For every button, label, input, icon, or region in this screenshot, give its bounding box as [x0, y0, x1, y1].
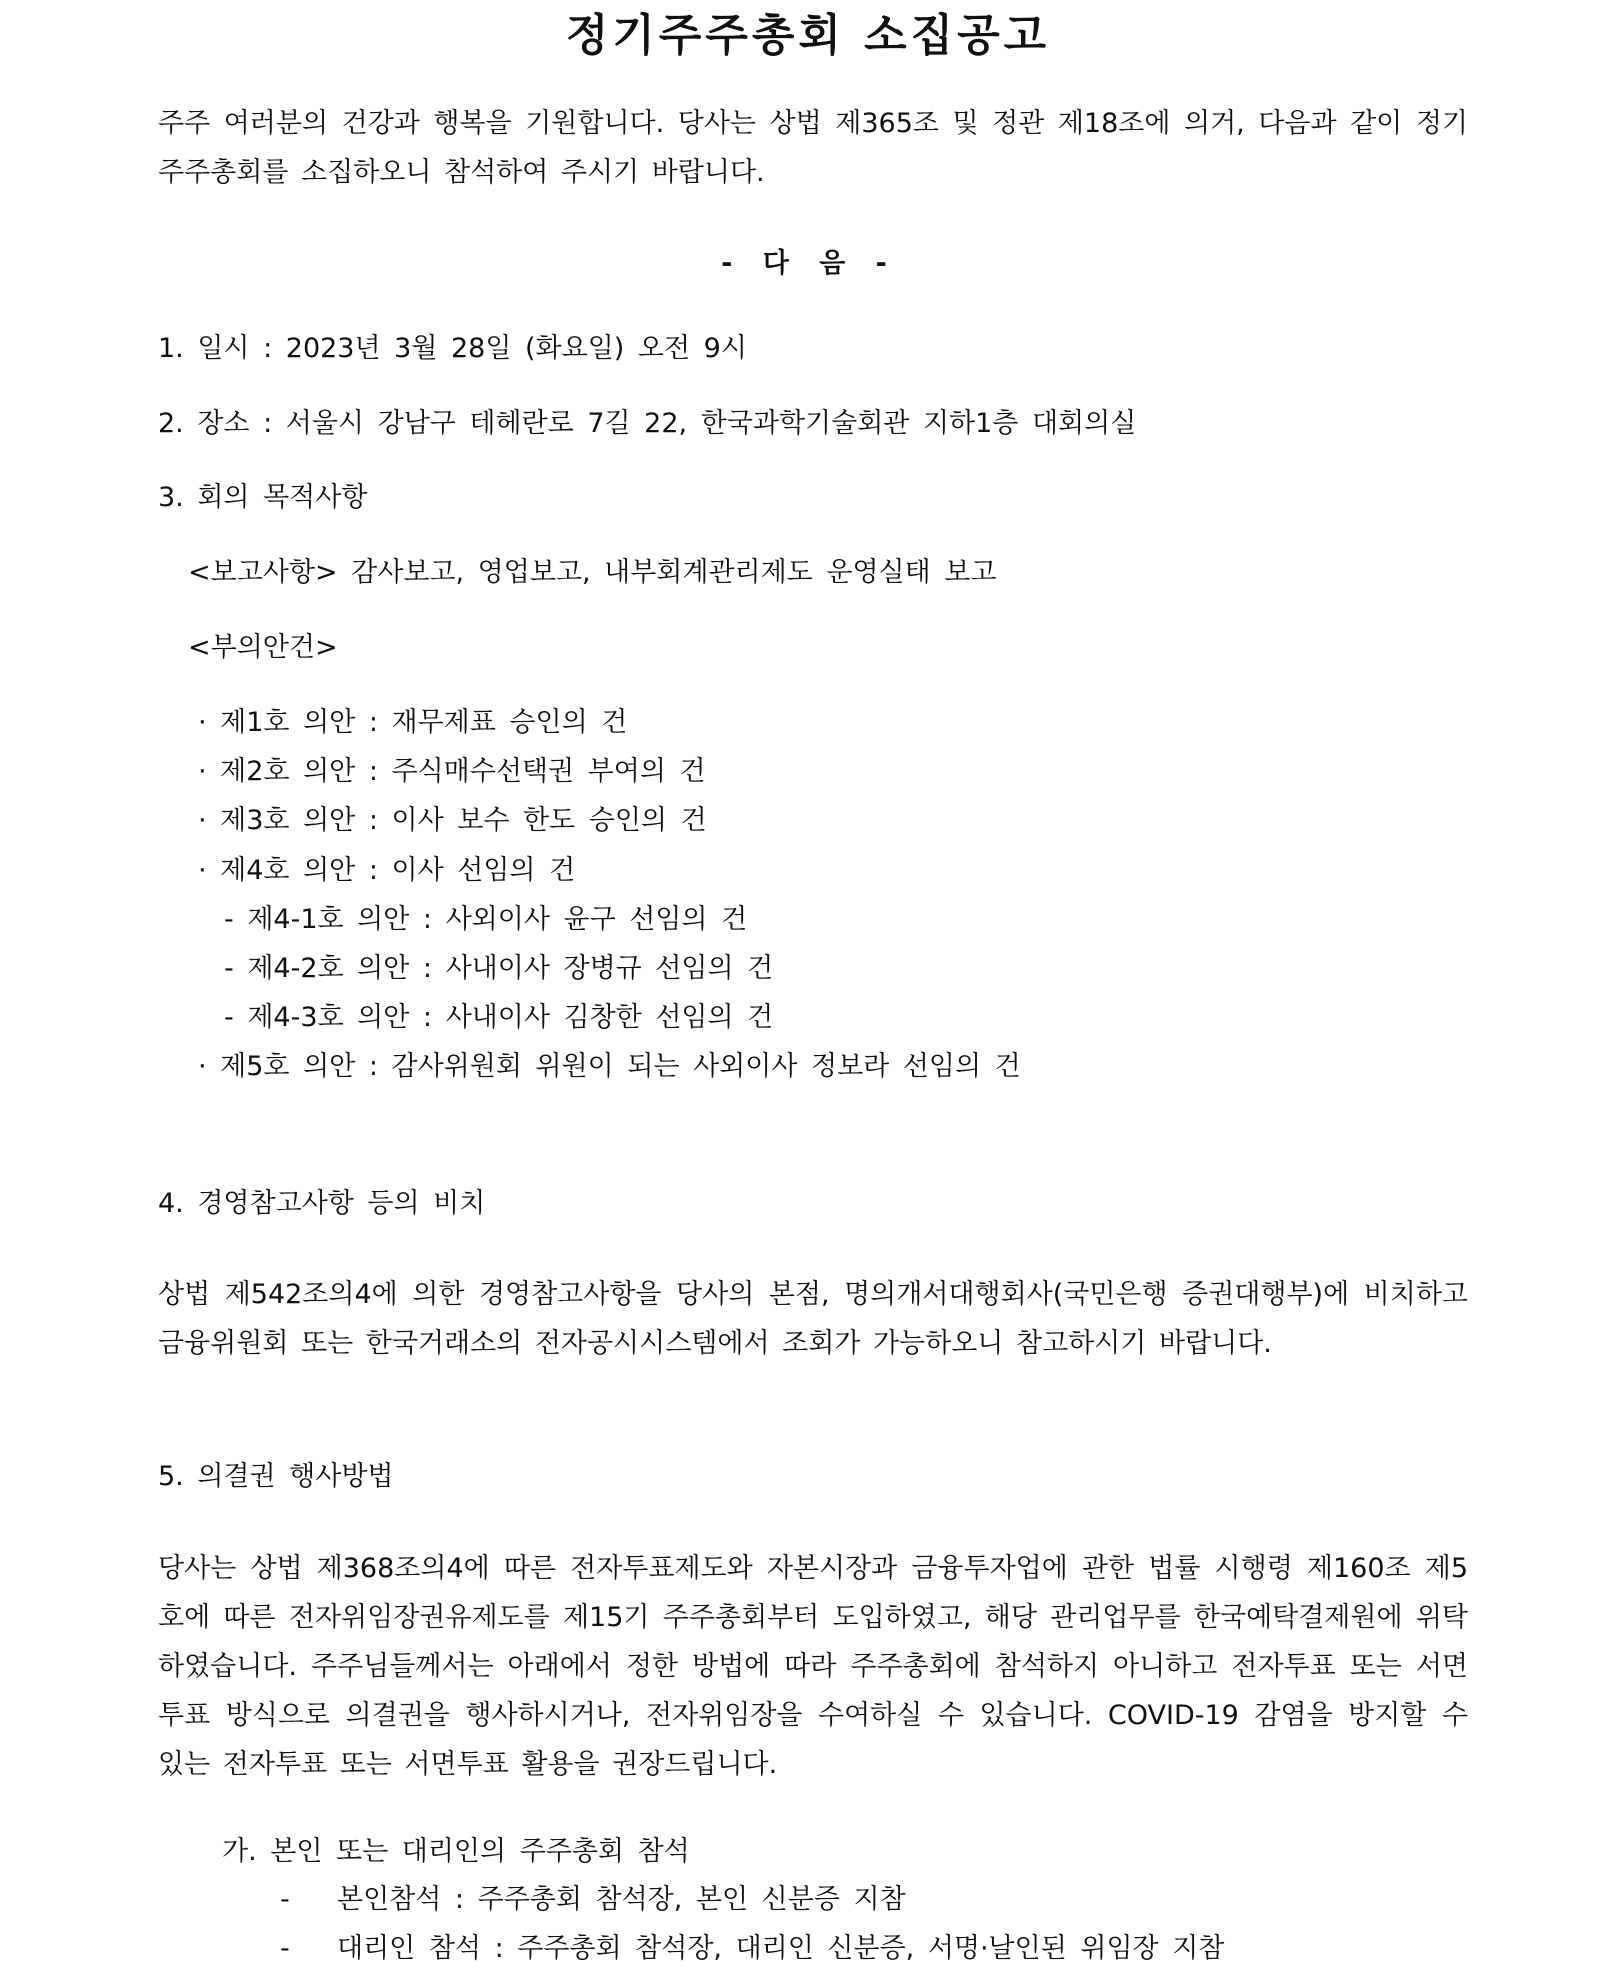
sub-section-heading: 가. 본인 또는 대리인의 주주총회 참석 [222, 1836, 690, 1867]
agenda-item: · 제4호 의안 : 이사 선임의 건 [198, 855, 576, 886]
report-items: <보고사항> 감사보고, 영업보고, 내부회계관리제도 운영실태 보고 [188, 557, 997, 588]
agenda-item: · 제5호 의안 : 감사위원회 위원이 되는 사외이사 정보라 선임의 건 [198, 1051, 1021, 1082]
item-voting-body: 당사는 상법 제368조의4에 따른 전자투표제도와 자본시장과 금융투자업에 관한 법률 시행령 제160조 제5호에 따른 전자위임장권유제도를 제15기 주주총회부터 도입하였고, 해당 관리업무를 한국예탁결제원에 위탁하였습니다. 주주님들께서는 아래에서 정한 방법에 따라 주주총회에 참석하지 아니하고 전자투표 또는 서면투표 방식으로 의결권을 행사하시거나, 전자위임장을 수여하실 수 있습니다. COVID-19 감염을 방지할 수 있는 전자투표 또는 서면투표 활용을 권장드립니다. [158, 1553, 1468, 1780]
item-reference-heading: 4. 경영참고사항 등의 비치 [158, 1188, 486, 1219]
list-marker: - [280, 1933, 290, 1964]
agenda-subheading: <부의안건> [188, 632, 338, 663]
list-item: 본인참석 : 주주총회 참석장, 본인 신분증 지참 [337, 1884, 906, 1915]
agenda-subitem: - 제4-3호 의안 : 사내이사 김창한 선임의 건 [224, 1002, 774, 1033]
agenda-item: · 제1호 의안 : 재무제표 승인의 건 [198, 707, 628, 738]
intro-paragraph: 주주 여러분의 건강과 행복을 기원합니다. 당사는 상법 제365조 및 정관 제18조에 의거, 다음과 같이 정기주주총회를 소집하오니 참석하여 주시기 바랍니다. [158, 108, 1468, 188]
agenda-subitem: - 제4-1호 의안 : 사외이사 윤구 선임의 건 [224, 904, 748, 935]
item-agenda-heading: 3. 회의 목적사항 [158, 482, 368, 513]
list-item: 대리인 참석 : 주주총회 참석장, 대리인 신분증, 서명·날인된 위임장 지참 [337, 1933, 1225, 1964]
agenda-item: · 제2호 의안 : 주식매수선택권 부여의 건 [198, 756, 706, 787]
item-date: 1. 일시 : 2023년 3월 28일 (화요일) 오전 9시 [158, 333, 747, 364]
page-title: 정기주주총회 소집공고 [565, 10, 1051, 61]
item-reference-body: 상법 제542조의4에 의한 경영참고사항을 당사의 본점, 명의개서대행회사(국민은행 증권대행부)에 비치하고 금융위원회 또는 한국거래소의 전자공시시스템에서 조회가 가능하오니 참고하시기 바랍니다. [158, 1279, 1468, 1359]
agenda-item: · 제3호 의안 : 이사 보수 한도 승인의 건 [198, 805, 707, 836]
item-voting-heading: 5. 의결권 행사방법 [158, 1461, 394, 1492]
item-location: 2. 장소 : 서울시 강남구 테헤란로 7길 22, 한국과학기술회관 지하1층 대회의실 [158, 408, 1137, 439]
next-heading: - 다 음 - [721, 248, 895, 279]
list-marker: - [280, 1884, 290, 1915]
agenda-subitem: - 제4-2호 의안 : 사내이사 장병규 선임의 건 [224, 953, 774, 984]
